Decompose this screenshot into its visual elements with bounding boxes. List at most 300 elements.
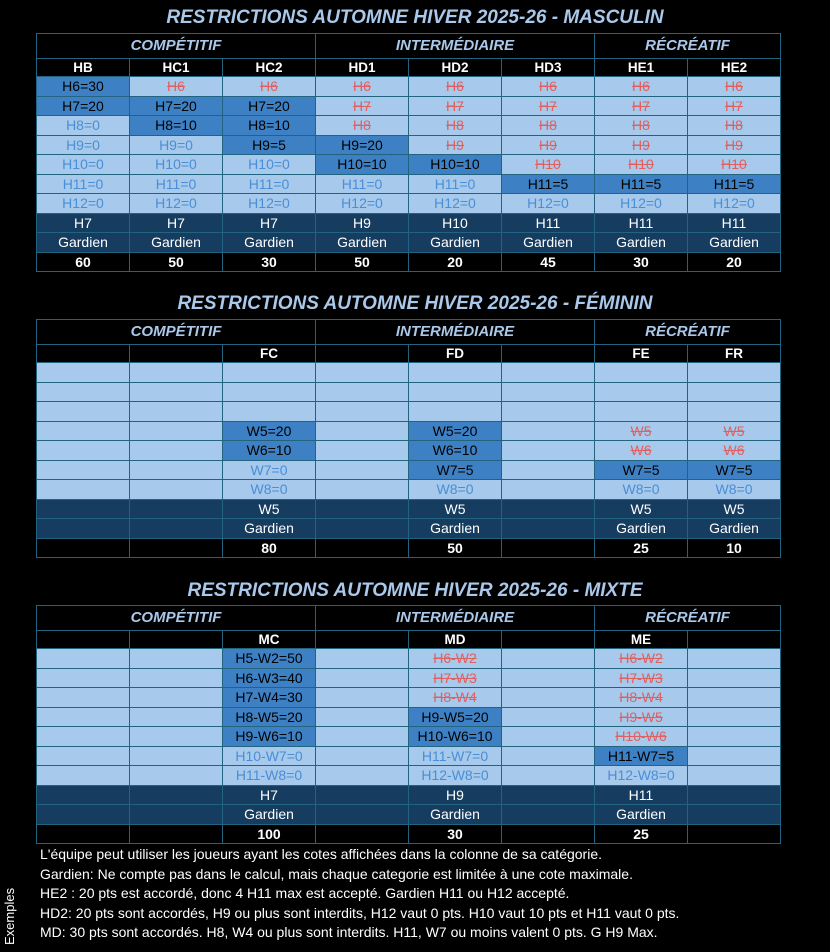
group-0: COMPÉTITIF (37, 34, 316, 59)
points-cell: 25 (595, 824, 688, 844)
notes (40, 845, 679, 943)
rating-cell (688, 649, 781, 669)
rating-row (37, 77, 781, 97)
rating-row (37, 382, 781, 402)
rating-cell (316, 441, 409, 461)
gardien-max-cell: W5 (223, 499, 316, 519)
category-header (502, 631, 595, 649)
rating-cell: W8=0 (409, 480, 502, 500)
rating-row (37, 155, 781, 175)
gardien-max-cell: H11 (595, 213, 688, 233)
rating-cell: H6 (130, 77, 223, 97)
rating-cell: H12=0 (409, 194, 502, 214)
category-header (130, 631, 223, 649)
category-header (316, 631, 409, 649)
gardien-label-cell: Gardien (595, 519, 688, 539)
rating-cell (37, 382, 130, 402)
rating-cell (37, 363, 130, 383)
gardien-max-cell: H7 (37, 213, 130, 233)
rating-row (37, 194, 781, 214)
rating-cell: H7 (595, 96, 688, 116)
rating-cell: H7-W3 (409, 668, 502, 688)
rating-cell: H8 (595, 116, 688, 136)
category-header: MC (223, 631, 316, 649)
category-header: FD (409, 345, 502, 363)
gardien-max-cell: H7 (223, 785, 316, 805)
rating-cell: H6 (316, 77, 409, 97)
rating-cell (409, 363, 502, 383)
rating-cell: H6-W2 (595, 649, 688, 669)
rating-row (37, 460, 781, 480)
rating-cell: H11=5 (595, 174, 688, 194)
rating-cell (130, 668, 223, 688)
rating-cell (37, 402, 130, 422)
points-cell: 45 (502, 252, 595, 272)
rating-cell (37, 649, 130, 669)
example-1: HE2 : 20 pts est accordé, donc 4 H11 max est accepté. Gardien H11 ou H12 accepté. (40, 885, 570, 901)
rating-cell: H8=10 (130, 116, 223, 136)
rating-cell: H10=10 (316, 155, 409, 175)
gardien-max-cell: W5 (409, 499, 502, 519)
category-header: ME (595, 631, 688, 649)
rating-cell: H10 (688, 155, 781, 175)
rating-cell: H9=0 (37, 135, 130, 155)
gardien-label-cell: Gardien (688, 233, 781, 253)
points-cell (316, 538, 409, 558)
gardien-max-cell: H11 (595, 785, 688, 805)
gardien-max-cell: H7 (223, 213, 316, 233)
rating-cell: H8-W5=20 (223, 707, 316, 727)
rating-cell (130, 649, 223, 669)
rating-cell (130, 727, 223, 747)
gardien-label-cell: Gardien (409, 519, 502, 539)
category-header (688, 631, 781, 649)
gardien-label-row (37, 233, 781, 253)
rating-cell (316, 746, 409, 766)
rating-cell: H11-W8=0 (223, 766, 316, 786)
rating-cell: H10-W6=10 (409, 727, 502, 747)
rating-cell (316, 707, 409, 727)
rating-cell: H12=0 (316, 194, 409, 214)
group-0: COMPÉTITIF (37, 606, 316, 631)
rating-cell: H7 (409, 96, 502, 116)
rating-cell: H12=0 (502, 194, 595, 214)
rating-cell (595, 363, 688, 383)
rating-cell (502, 441, 595, 461)
rating-cell: H10=0 (37, 155, 130, 175)
rating-cell: H9-W5=20 (409, 707, 502, 727)
rating-cell (37, 688, 130, 708)
rating-cell (502, 402, 595, 422)
masculin-table (36, 33, 781, 272)
gardien-label-cell (316, 519, 409, 539)
mixte-table (36, 605, 781, 844)
rating-cell: W7=5 (409, 460, 502, 480)
rating-cell: W8=0 (688, 480, 781, 500)
points-row (37, 824, 781, 844)
rating-cell: H6 (688, 77, 781, 97)
rating-row (37, 649, 781, 669)
points-cell: 25 (595, 538, 688, 558)
gardien-max-cell: W5 (688, 499, 781, 519)
points-cell: 20 (688, 252, 781, 272)
rating-cell: H12=0 (37, 194, 130, 214)
gardien-label-cell (502, 805, 595, 825)
rating-row (37, 707, 781, 727)
rating-cell (502, 707, 595, 727)
rating-cell (37, 707, 130, 727)
rating-cell: H8-W4 (595, 688, 688, 708)
rating-cell: W7=5 (595, 460, 688, 480)
rating-cell: H9=0 (130, 135, 223, 155)
rating-cell (502, 746, 595, 766)
rating-cell: H8 (316, 116, 409, 136)
rating-cell (316, 668, 409, 688)
rating-row (37, 480, 781, 500)
rating-cell (130, 460, 223, 480)
rating-cell: H8=0 (37, 116, 130, 136)
rating-cell (688, 727, 781, 747)
rating-cell: W5 (595, 421, 688, 441)
gardien-max-cell (37, 785, 130, 805)
rating-cell: H12-W8=0 (595, 766, 688, 786)
rating-cell: W5=20 (409, 421, 502, 441)
rating-cell: H9-W5 (595, 707, 688, 727)
rating-cell: H8=10 (223, 116, 316, 136)
category-header: HD3 (502, 59, 595, 77)
rating-cell: H12=0 (688, 194, 781, 214)
category-header (502, 345, 595, 363)
rating-cell (688, 707, 781, 727)
rating-cell: W6 (595, 441, 688, 461)
category-header (130, 345, 223, 363)
points-cell: 50 (409, 538, 502, 558)
category-header: FR (688, 345, 781, 363)
rating-cell: H6 (223, 77, 316, 97)
rating-cell (688, 766, 781, 786)
rating-cell (316, 460, 409, 480)
points-cell (502, 824, 595, 844)
mixte-title: RESTRICTIONS AUTOMNE HIVER 2025-26 - MIXTE (187, 580, 643, 601)
rating-cell: H11-W7=5 (595, 746, 688, 766)
rating-cell (223, 363, 316, 383)
gardien-max-row (37, 785, 781, 805)
rating-cell (130, 766, 223, 786)
category-header: HB (37, 59, 130, 77)
example-2: HD2: 20 pts sont accordés, H9 ou plus sont interdits, H12 vaut 0 pts. H10 vaut 10 pts et H11 vaut 0 pts. (40, 904, 680, 921)
category-header-row (37, 59, 781, 77)
rating-cell: W7=5 (688, 460, 781, 480)
gardien-max-cell (688, 785, 781, 805)
points-cell: 60 (37, 252, 130, 272)
category-header (37, 345, 130, 363)
rating-cell (502, 668, 595, 688)
rating-cell (130, 480, 223, 500)
points-cell: 50 (130, 252, 223, 272)
points-cell: 100 (223, 824, 316, 844)
points-row (37, 538, 781, 558)
category-header: HE2 (688, 59, 781, 77)
rating-cell (502, 460, 595, 480)
gardien-max-cell (502, 499, 595, 519)
note-line-1: L'équipe peut utiliser les joueurs ayant les cotes affichées dans la colonne de sa catégorie. (40, 846, 602, 862)
group-2: RÉCRÉATIF (595, 606, 781, 631)
rating-cell: H10=10 (409, 155, 502, 175)
points-cell (37, 538, 130, 558)
rating-cell: H6-W2 (409, 649, 502, 669)
rating-cell (37, 421, 130, 441)
gardien-max-cell (316, 785, 409, 805)
rating-cell (37, 460, 130, 480)
rating-cell: H9 (595, 135, 688, 155)
rating-cell: H7=20 (223, 96, 316, 116)
rating-cell: W5 (688, 421, 781, 441)
points-row (37, 252, 781, 272)
gardien-label-cell (37, 519, 130, 539)
rating-cell: H9 (409, 135, 502, 155)
category-header: HD2 (409, 59, 502, 77)
category-header: HC2 (223, 59, 316, 77)
rating-cell: H7=20 (37, 96, 130, 116)
points-cell: 10 (688, 538, 781, 558)
group-1: INTERMÉDIAIRE (316, 606, 595, 631)
rating-cell: H11=5 (502, 174, 595, 194)
rating-cell: H10-W6 (595, 727, 688, 747)
gardien-label-cell: Gardien (37, 233, 130, 253)
gardien-max-cell: H10 (409, 213, 502, 233)
rating-cell (316, 480, 409, 500)
gardien-max-cell: H11 (502, 213, 595, 233)
rating-cell: H9 (688, 135, 781, 155)
rating-cell (130, 382, 223, 402)
rating-cell: H12=0 (223, 194, 316, 214)
rating-cell (37, 727, 130, 747)
category-header: FC (223, 345, 316, 363)
rating-cell: W6=10 (223, 441, 316, 461)
group-header-row (37, 320, 781, 345)
rating-cell (595, 402, 688, 422)
rating-row (37, 116, 781, 136)
gardien-label-cell: Gardien (316, 233, 409, 253)
rating-cell (130, 363, 223, 383)
rating-cell (316, 688, 409, 708)
rating-cell (130, 441, 223, 461)
rating-cell: H10 (595, 155, 688, 175)
points-cell (37, 824, 130, 844)
category-header: HE1 (595, 59, 688, 77)
rating-cell (502, 727, 595, 747)
rating-row (37, 727, 781, 747)
category-header: MD (409, 631, 502, 649)
gardien-label-cell: Gardien (223, 519, 316, 539)
rating-row (37, 135, 781, 155)
gardien-max-row (37, 499, 781, 519)
rating-row (37, 363, 781, 383)
category-header: HD1 (316, 59, 409, 77)
gardien-max-cell (37, 499, 130, 519)
gardien-label-cell: Gardien (130, 233, 223, 253)
rating-cell: H7 (688, 96, 781, 116)
gardien-label-cell: Gardien (688, 519, 781, 539)
gardien-label-cell: Gardien (595, 233, 688, 253)
rating-cell: H10=0 (130, 155, 223, 175)
gardien-max-cell (130, 499, 223, 519)
points-cell (502, 538, 595, 558)
rating-row (37, 668, 781, 688)
rating-cell (130, 402, 223, 422)
group-2: RÉCRÉATIF (595, 320, 781, 345)
rating-cell: W5=20 (223, 421, 316, 441)
rating-row (37, 96, 781, 116)
rating-cell (688, 746, 781, 766)
points-cell: 20 (409, 252, 502, 272)
rating-cell (130, 688, 223, 708)
rating-cell: H10-W7=0 (223, 746, 316, 766)
points-cell: 30 (409, 824, 502, 844)
rating-cell: H6 (409, 77, 502, 97)
rating-cell: H12=0 (595, 194, 688, 214)
gardien-label-row (37, 805, 781, 825)
rating-cell (409, 382, 502, 402)
rating-cell (223, 402, 316, 422)
rating-cell (223, 382, 316, 402)
points-cell: 30 (223, 252, 316, 272)
feminin-title: RESTRICTIONS AUTOMNE HIVER 2025-26 - FÉMININ (177, 293, 653, 314)
rating-cell: H7=20 (130, 96, 223, 116)
rating-cell (130, 707, 223, 727)
rating-cell (502, 382, 595, 402)
group-header-row (37, 606, 781, 631)
rating-cell (316, 766, 409, 786)
rating-cell: H9=5 (223, 135, 316, 155)
rating-cell (37, 480, 130, 500)
rating-row (37, 421, 781, 441)
rating-cell: H6-W3=40 (223, 668, 316, 688)
gardien-max-cell (130, 785, 223, 805)
rating-cell: H7-W3 (595, 668, 688, 688)
rating-cell: H12-W8=0 (409, 766, 502, 786)
gardien-label-row (37, 519, 781, 539)
rating-cell (316, 402, 409, 422)
rating-cell: H11-W7=0 (409, 746, 502, 766)
rating-cell (688, 688, 781, 708)
gardien-label-cell (130, 805, 223, 825)
rating-cell (688, 382, 781, 402)
category-header (316, 345, 409, 363)
gardien-label-cell (688, 805, 781, 825)
rating-row (37, 174, 781, 194)
rating-cell (502, 688, 595, 708)
rating-cell (37, 746, 130, 766)
points-cell (316, 824, 409, 844)
rating-cell: H6 (502, 77, 595, 97)
rating-cell: H8 (688, 116, 781, 136)
rating-cell (502, 363, 595, 383)
example-3: MD: 30 pts sont accordés. H8, W4 ou plus sont interdits. H11, W7 ou moins valent 0 pts. G H9 Max. (40, 924, 658, 940)
rating-cell: H7-W4=30 (223, 688, 316, 708)
gardien-max-cell (502, 785, 595, 805)
rating-row (37, 402, 781, 422)
gardien-max-row (37, 213, 781, 233)
rating-cell: H12=0 (130, 194, 223, 214)
gardien-label-cell: Gardien (223, 233, 316, 253)
rating-cell (37, 766, 130, 786)
category-header-row (37, 631, 781, 649)
gardien-max-cell: W5 (595, 499, 688, 519)
rating-cell (37, 668, 130, 688)
gardien-max-cell: H11 (688, 213, 781, 233)
group-0: COMPÉTITIF (37, 320, 316, 345)
rating-cell: H10=0 (223, 155, 316, 175)
rating-cell: H8-W4 (409, 688, 502, 708)
rating-cell (502, 766, 595, 786)
points-cell (130, 538, 223, 558)
rating-cell: H8 (409, 116, 502, 136)
rating-cell (502, 480, 595, 500)
rating-cell (316, 727, 409, 747)
rating-cell: W8=0 (595, 480, 688, 500)
rating-row (37, 766, 781, 786)
gardien-max-cell: H9 (316, 213, 409, 233)
gardien-max-cell (316, 499, 409, 519)
points-cell: 30 (595, 252, 688, 272)
rating-cell (502, 649, 595, 669)
rating-cell (37, 441, 130, 461)
rating-cell: H8 (502, 116, 595, 136)
rating-cell (409, 402, 502, 422)
rating-cell: H11=0 (37, 174, 130, 194)
points-cell: 50 (316, 252, 409, 272)
gardien-label-cell (316, 805, 409, 825)
rating-row (37, 688, 781, 708)
rating-cell: H7 (502, 96, 595, 116)
rating-cell: H6=30 (37, 77, 130, 97)
group-1: INTERMÉDIAIRE (316, 34, 595, 59)
note-line-2: Gardien: Ne compte pas dans le calcul, mais chaque categorie est limitée à une cote maximale. (40, 865, 633, 882)
group-1: INTERMÉDIAIRE (316, 320, 595, 345)
group-2: RÉCRÉATIF (595, 34, 781, 59)
gardien-label-cell: Gardien (409, 233, 502, 253)
rating-cell (595, 382, 688, 402)
points-cell (130, 824, 223, 844)
rating-cell (130, 746, 223, 766)
gardien-label-cell: Gardien (223, 805, 316, 825)
rating-cell: H11=0 (316, 174, 409, 194)
rating-cell (316, 363, 409, 383)
rating-cell: H11=0 (130, 174, 223, 194)
examples-label: Exemples (2, 887, 17, 945)
gardien-label-cell (37, 805, 130, 825)
rating-cell: H10 (502, 155, 595, 175)
masculin-title: RESTRICTIONS AUTOMNE HIVER 2025-26 - MASCULIN (166, 7, 664, 28)
rating-cell (316, 649, 409, 669)
rating-cell: H9=20 (316, 135, 409, 155)
gardien-label-cell: Gardien (409, 805, 502, 825)
rating-cell: H7 (316, 96, 409, 116)
rating-cell (316, 382, 409, 402)
rating-cell: H11=0 (409, 174, 502, 194)
rating-cell: H9-W6=10 (223, 727, 316, 747)
rating-cell: H11=5 (688, 174, 781, 194)
rating-cell: H6 (595, 77, 688, 97)
rating-cell (688, 668, 781, 688)
rating-cell (688, 402, 781, 422)
category-header: HC1 (130, 59, 223, 77)
category-header: FE (595, 345, 688, 363)
rating-cell: W6 (688, 441, 781, 461)
gardien-label-cell (130, 519, 223, 539)
rating-cell (316, 421, 409, 441)
